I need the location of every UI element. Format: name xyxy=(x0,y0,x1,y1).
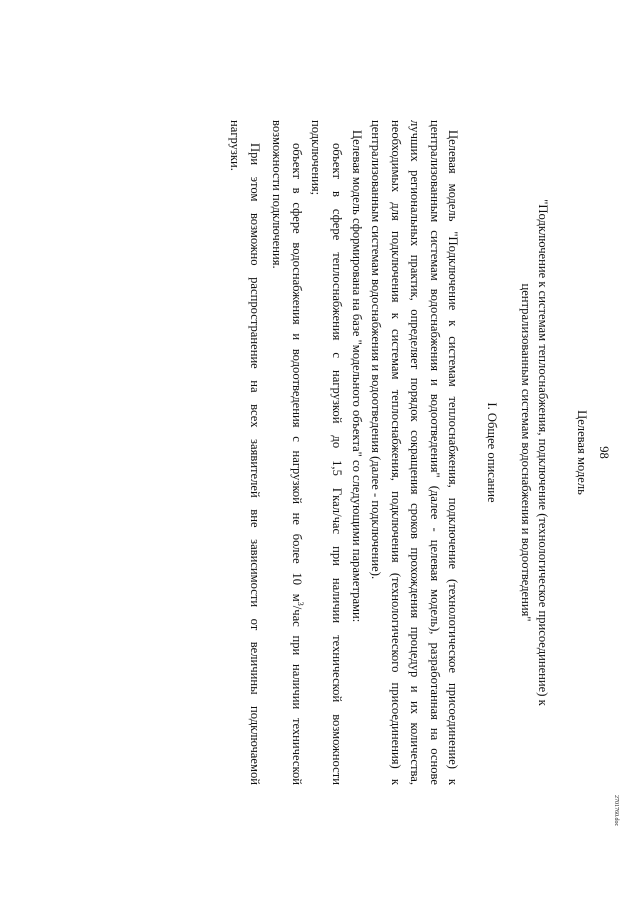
paragraph-line: нагрузки. xyxy=(228,120,242,171)
paragraph-line xyxy=(289,143,303,785)
title-line-1: "Подключение к системам теплоснабжения, подключение (технологическое присоединение) к xyxy=(536,199,550,706)
superscript: 3 xyxy=(296,601,305,606)
paragraph-line: Целевая модель "Подключение к системам теплоснабжения, подключение (технологическое присоединение) к xyxy=(446,130,460,785)
paragraph-line: объект в сфере теплоснабжения с нагрузкой до 1,5 Гкал/час при наличии технической возможности xyxy=(330,143,344,785)
line-text: /час при наличии технической xyxy=(290,605,304,785)
paragraph-line: централизованным системам водоснабжения и водоотведения (далее - подключение). xyxy=(369,120,383,580)
page-number: 98 xyxy=(597,446,611,459)
paragraph-line: лучших региональных практик, определяет порядок сокращения сроков прохождения процедур и их количества, xyxy=(408,120,422,785)
section-heading: I. Общее описание xyxy=(485,402,499,503)
line-text: объект в сфере водоснабжения и водоотведения с нагрузкой не более 10 м xyxy=(290,143,304,602)
paragraph-line: При этом возможно распространение на всех заявителей вне зависимости от величины подключаемой xyxy=(248,143,262,785)
paragraph-line: подключения; xyxy=(309,120,323,196)
file-footer: 2701760.doc xyxy=(613,795,619,827)
paragraph-line: централизованным системам водоснабжения и водоотведения" (далее - целевая модель), разработанная на основе xyxy=(428,120,442,785)
document-heading: Целевая модель xyxy=(575,410,589,495)
paragraph-line: возможности подключения. xyxy=(270,120,284,269)
paragraph-line: необходимых для подключения к системам теплоснабжения, подключения (технологического присоединения) к xyxy=(389,120,403,785)
title-line-2: централизованным системам водоснабжения и водоотведения" xyxy=(519,283,533,622)
paragraph-line: Целевая модель сформирована на базе "модельного объекта" со следующими параметрами: xyxy=(350,130,364,623)
